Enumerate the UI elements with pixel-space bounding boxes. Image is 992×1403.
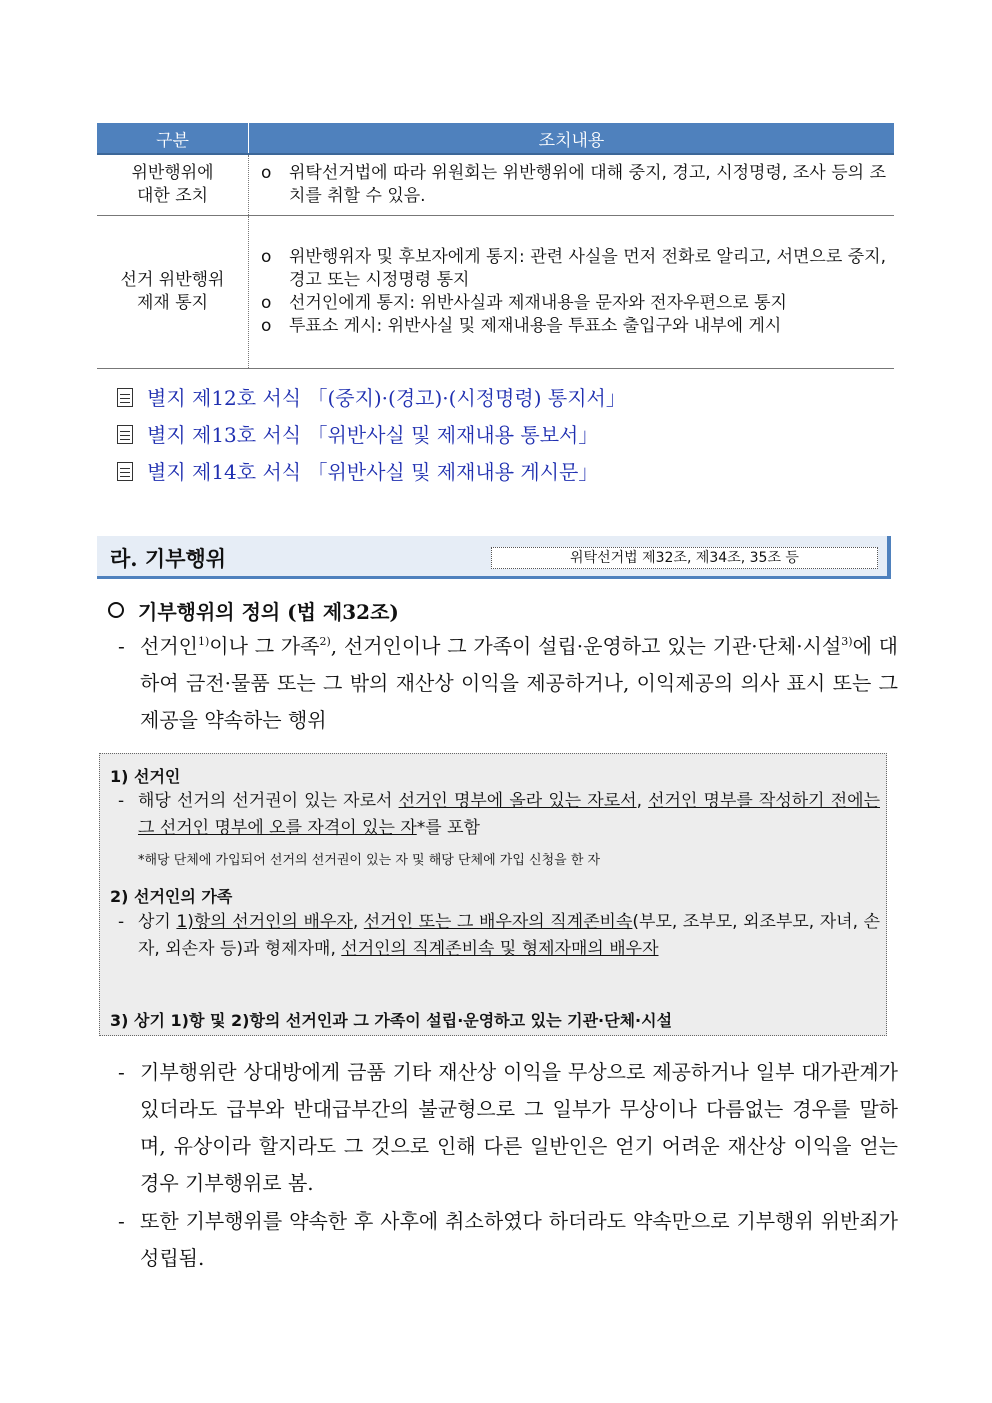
table-cell-category: 위반행위에 대한 조치 [97,154,249,216]
form-reference-12[interactable]: 별지 제12호 서식 「(중지)·(경고)·(시정명령) 통지서」 [117,382,626,419]
definition-paragraph: - 선거인$^{1)}$이나 그 가족$^{2)}$, 선거인이나 그 가족이 설립·운영하고 있는 기관·단체·시설$^{3)}$에 대하여 금전·물품 또는 그 밖의 재산상 이익을 제공하거나, 이익제공의 의사 표시 또는 그 제공을 약속하는 행위 [118,628,898,739]
footnote-ref: 3) [841,635,853,648]
measures-table [97,123,894,369]
bullet: o [261,293,272,313]
note-2-text: - 상기 1)항의 선거인의 배우자, 선거인 또는 그 배우자의 직계존비속(부모, 조부모, 외조부모, 자녀, 손자, 외손자 등)과 형제자매, 선거인의 직계존비속 및 형제자매의 배우자 [118,912,880,959]
form-reference-14[interactable]: 별지 제14호 서식 「위반사실 및 제재내용 게시문」 [117,456,626,493]
note-1-title: 1) 선거인 [110,767,181,786]
list-item: o 위탁선거법에 따라 위원회는 위반행위에 대해 중지, 경고, 시정명령, 조사 등의 조치를 취할 수 있음. [261,163,886,206]
document-icon [117,462,133,481]
note-1-asterisk: *해당 단체에 가입되어 선거의 선거권이 있는 자 및 해당 단체에 가입 신청을 한 자 [138,853,601,868]
list-item: o 위반행위자 및 후보자에게 통지: 관련 사실을 먼저 전화로 알리고, 서면으로 중지, 경고 또는 시정명령 통지 [261,247,886,290]
document-icon [117,388,133,407]
section-header [97,536,891,579]
bullet: o [261,163,272,183]
note-3-title: 3) 상기 1)항 및 2)항의 선거인과 그 가족이 설립·운영하고 있는 기관·단체·시설 [110,1011,673,1030]
table-cell-content [249,216,895,369]
table-cell-content [249,154,895,216]
footnote-ref: 2) [319,635,331,648]
note-2-title: 2) 선거인의 가족 [110,887,233,906]
body-paragraph: - 또한 기부행위를 약속한 후 사후에 취소하였다 하더라도 약속만으로 기부행위 위반죄가 성립됨. [118,1209,898,1270]
table-header-content: 조치내용 [249,123,895,154]
bullet: o [261,247,272,267]
dash-bullet: - [118,634,125,658]
document-icon [117,425,133,444]
form-reference-13[interactable]: 별지 제13호 서식 「위반사실 및 제재내용 통보서」 [117,419,626,456]
body-paragraph: - 기부행위란 상대방에게 금품 기타 재산상 이익을 무상으로 제공하거나 일부 대가관계가 있더라도 급부와 반대급부간의 불균형으로 그 일부가 무상이나 다름없는 경우를 말하며, 유상이라 할지라도 그 것으로 인해 다른 일반인은 얻기 어려운 재산상 이익을 얻는 경우 기부행위로 봄. [118,1060,898,1195]
bullet: o [261,316,272,336]
table-header-category: 구분 [97,123,249,154]
section-title: 라. 기부행위 [110,546,227,571]
law-reference: 위탁선거법 제32조, 제34조, 35조 등 [491,547,878,569]
note-1-text: - 해당 선거의 선거권이 있는 자로서 선거인 명부에 올라 있는 자로서, 선거인 명부를 작성하기 전에는 그 선거인 명부에 오를 자격이 있는 자*를 포함 [118,791,880,838]
footnote-ref: 1) [197,635,210,648]
list-item: o 투표소 게시: 위반사실 및 제재내용을 투표소 출입구와 내부에 게시 [261,316,782,336]
footnote-box [99,753,887,1036]
form-reference-list [117,382,626,493]
table-cell-category: 선거 위반행위 제재 통지 [97,216,249,369]
table-row [97,216,894,369]
definition-heading: 기부행위의 정의 (법 제32조) [108,596,399,625]
list-item: o 선거인에게 통지: 위반사실과 제재내용을 문자와 전자우편으로 통지 [261,293,787,313]
circle-bullet-icon [108,602,124,618]
table-row [97,154,894,216]
